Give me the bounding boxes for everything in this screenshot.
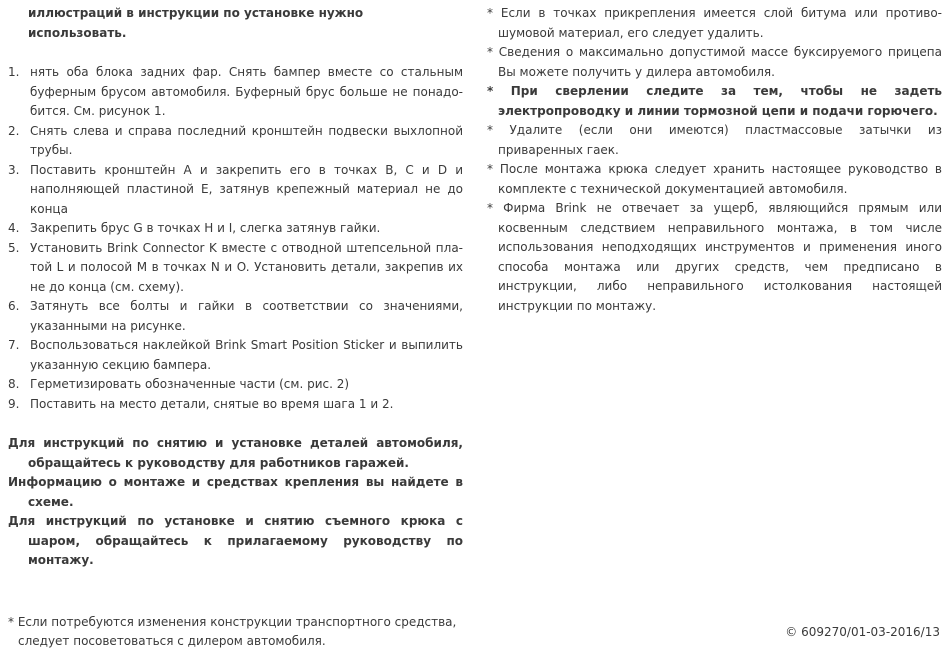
step-item [8, 161, 463, 220]
step-number: 3. [8, 162, 20, 177]
step-text: Закрепить брус G в точках H и I, слегка затянув гайки. [30, 221, 381, 235]
bold-note: Для инструкций по снятию и установке деталей автомобиля, обращайтесь к руководству для работников гаражей. [8, 436, 463, 470]
step-number: 1. [8, 65, 20, 79]
step-item [8, 375, 463, 395]
step-number: 6. [8, 299, 20, 313]
step-text: нять оба блока задних фар. Снять бампер вместе со стальным буферным брусом автомобиля. Буферный брус больше не понадо-бится. См. рисунок 1. [30, 65, 463, 118]
footnote: * Если потребуются изменения конструкции транспортного средства, следует посоветоваться с дилером автомобиля. [8, 614, 457, 648]
bold-note: Информацию о монтаже и средствах крепления вы найдете в схеме. [8, 475, 463, 509]
step-number: 9. [8, 396, 20, 411]
step-item [8, 122, 463, 161]
step-text: Снять слева и справа последний кронштейн подвески выхлопной трубы. [30, 123, 463, 157]
step-item [8, 219, 463, 239]
step-number: 2. [8, 123, 20, 138]
step-item [8, 63, 463, 122]
step-number: 4. [8, 221, 20, 235]
step-item [8, 336, 463, 375]
step-item [8, 297, 463, 336]
step-text: Установить Brink Connector K вместе с отводной штепсельной пла-той L и полосой M в точках N и O. Установить детали, закрепив их не до конца (см. схему). [30, 240, 463, 294]
bold-notes [8, 434, 463, 571]
step-text: Поставить кронштейн A и закрепить его в точках B, C и D и наполняющей пластиной E, затянув крепежный материал не до конца [30, 162, 463, 216]
note-item: * Фирма Brink не отвечает за ущерб, являющийся прямым или косвенным следствием неправильного монтажа, в том числе использования неподходящих инструментов и применения иного способа монтажа или других средств, чем предписано в инструкции, либо неправильного истолкования настоящей инструкции по монтажу. [487, 201, 942, 313]
step-item [8, 239, 463, 298]
steps-list [8, 63, 463, 414]
note-item: * Если в точках прикрепления имеется слой битума или противо-шумовой материал, его следует удалить. [487, 6, 942, 40]
bold-note: Для инструкций по установке и снятию съемного крюка с шаром, обращайтесь к прилагаемому руководству по монтажу. [8, 514, 463, 567]
step-item [8, 395, 463, 415]
note-item: * Удалите (если они имеются) пластмассовые затычки из приваренных гаек. [487, 123, 942, 157]
step-text: Воспользоваться наклейкой Brink Smart Position Sticker и выпилить указанную секцию бампера. [30, 338, 463, 372]
step-number: 5. [8, 240, 20, 255]
right-column [487, 4, 942, 316]
note-item: * После монтажа крюка следует хранить настоящее руководство в комплекте с технической документацией автомобиля. [487, 162, 942, 196]
left-column [8, 4, 463, 652]
note-item-warning: * При сверлении следите за тем, чтобы не задеть электропроводку и линии тормозной цепи и подачи горючего. [487, 84, 942, 118]
step-text: Герметизировать обозначенные части (см. рис. 2) [30, 377, 350, 391]
step-text: Затянуть все болты и гайки в соответствии со значениями, указанными на рисунке. [30, 299, 463, 333]
intro-text: иллюстраций в инструкции по установке нужно использовать. [28, 6, 364, 40]
step-number: 7. [8, 338, 20, 352]
step-text: Поставить на место детали, снятые во время шага 1 и 2. [30, 396, 394, 411]
step-number: 8. [8, 377, 20, 391]
copyright-text: © 609270/01-03-2016/13 [785, 625, 940, 639]
note-item: * Сведения о максимально допустимой массе буксируемого прицепа Вы можете получить у дилера автомобиля. [487, 45, 942, 79]
